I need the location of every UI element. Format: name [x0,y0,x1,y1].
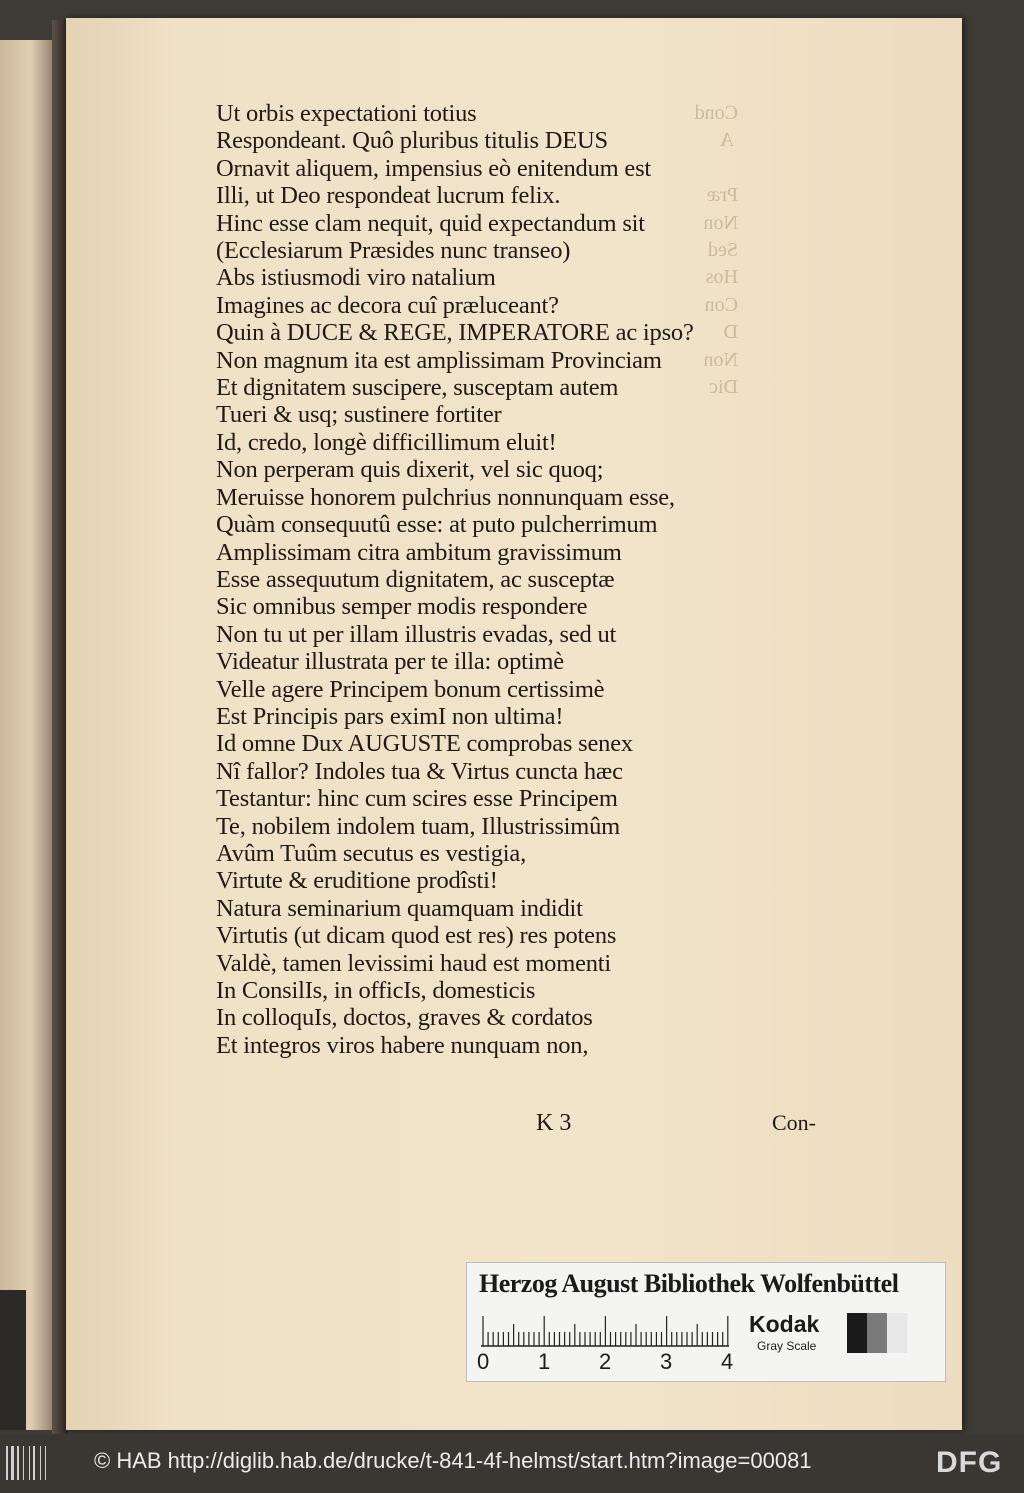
text-line: Imagines ac decora cuî præluceant? [216,291,559,319]
text-line: In ConsilIs, in officIs, domesticis [216,977,536,1004]
text-line: Abs istiusmodi viro natalium [216,264,496,292]
footer-credit-link[interactable]: © HAB http://diglib.hab.de/drucke/t-841-4f-helmst/start.htm?image=00081 [94,1448,812,1473]
kodak-brand: Kodak [749,1311,820,1337]
text-line: Non tu ut per illam illustris evadas, sed ut [216,620,617,648]
text-line: Virtute & eruditione prodîsti! [216,867,498,895]
poem-text [216,100,786,1059]
ruler-number: 0 [477,1349,490,1374]
text-line: Ut orbis expectationi totius [216,100,477,127]
ruler-scale [481,1313,731,1347]
text-line: Id, credo, longè difficillimum eluit! [216,428,557,456]
footer-bar [0,1434,1024,1493]
library-name: Herzog August Bibliothek Wolfenbüttel [479,1269,899,1298]
gray-swatches [847,1313,907,1353]
ruler-number: 4 [721,1349,734,1374]
text-line: Meruisse honorem pulchrius nonnunquam esse, [216,483,675,511]
left-page-edge [0,40,56,1430]
text-line: Valdè, tamen levissimi haud est momenti [216,949,612,977]
ruler-number: 1 [538,1349,551,1374]
text-line: Testantur: hinc cum scires esse Principem [216,785,618,813]
text-line: Et dignitatem suscipere, susceptam autem [216,374,619,402]
text-line: Illi, ut Deo respondeat lucrum felix. [216,182,561,210]
barcode-icon [6,1446,50,1480]
text-line: Te, nobilem indolem tuam, Illustrissimûm [216,812,621,840]
gray-swatch [887,1313,907,1353]
color-calibration-card [466,1262,946,1382]
text-line: Videatur illustrata per te illa: optimè [216,648,564,676]
text-line: Tueri & usq; sustinere fortiter [216,401,502,429]
text-line: Natura seminarium quamquam indidit [216,894,583,922]
text-line: Respondeant. Quô pluribus titulis DEUS [216,127,608,155]
scanned-page [66,18,962,1430]
gray-swatch [847,1313,867,1353]
text-line: Amplissimam citra ambitum gravissimum [216,538,622,566]
text-line: Non perperam quis dixerit, vel sic quoq; [216,456,604,484]
gray-swatch [867,1313,887,1353]
grayscale-label: Gray Scale [757,1339,817,1353]
text-line: Id omne Dux AUGUSTE comprobas senex [216,730,633,758]
ruler-numbers [477,1349,737,1375]
signature-mark: K 3 [536,1110,572,1136]
text-line: Non magnum ita est amplissimam Provinciam [216,346,662,374]
text-line: Avûm Tuûm secutus es vestigia, [216,839,527,867]
text-line: (Ecclesiarum Præsides nunc transeo) [216,237,571,265]
text-line: Nî fallor? Indoles tua & Virtus cuncta hæc [216,757,623,785]
left-strip [0,1290,26,1430]
text-line: Virtutis (ut dicam quod est res) res potens [216,922,617,950]
text-line: Velle agere Principem bonum certissimè [216,675,605,703]
dfg-logo: DFG [936,1446,1003,1479]
text-line: Sic omnibus semper modis respondere [216,593,588,621]
show-through-text: Cond A Præ Non Sed Hos Con D Non Dic [694,102,738,399]
text-line: Ornavit aliquem, impensius eò enitendum est [216,154,652,182]
text-line: Esse assequutum dignitatem, ac susceptæ [216,565,615,593]
text-line: Quin à DUCE & REGE, IMPERATORE ac ipso? [216,319,694,347]
ruler-number: 3 [660,1349,673,1374]
text-line: In colloquIs, doctos, graves & cordatos [216,1004,593,1032]
text-line: Est Principis pars eximI non ultima! [216,702,564,730]
text-line: Hinc esse clam nequit, quid expectandum sit [216,209,645,237]
ruler-number: 2 [599,1349,612,1374]
text-line: Et integros viros habere nunquam non, [216,1031,589,1059]
catchword: Con- [772,1110,816,1135]
text-line: Quàm consequutû esse: at puto pulcherrimum [216,511,658,539]
